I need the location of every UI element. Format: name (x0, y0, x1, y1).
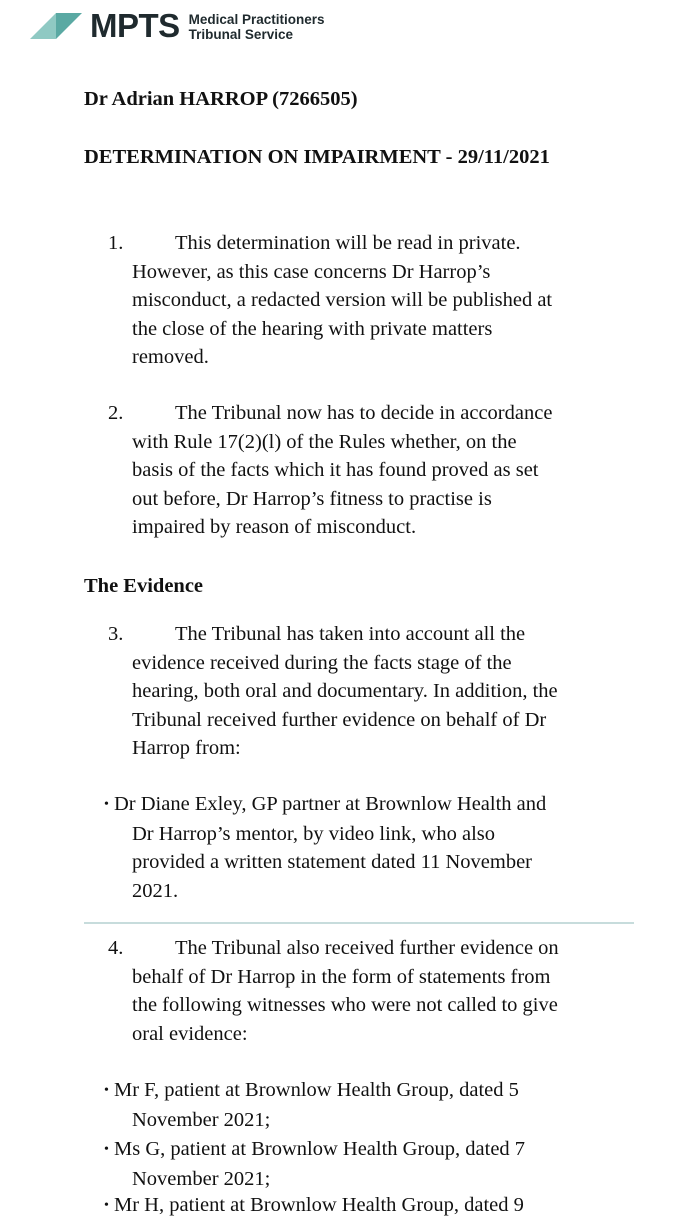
paragraph-4 (108, 934, 648, 1048)
paragraph-number: 4. (108, 937, 124, 959)
paragraph-text: removed. (132, 346, 209, 368)
paragraph-text: basis of the facts which it has found proved as set (132, 459, 539, 481)
mpts-logo-icon (30, 13, 82, 39)
paragraph-text: Harrop from: (132, 737, 241, 759)
paragraph-text: oral evidence: (132, 1022, 248, 1045)
paragraph-text: hearing, both oral and documentary. In addition, the (132, 680, 558, 702)
bullet-icon: • (104, 1083, 109, 1099)
bullet-text: November 2021; (132, 1167, 271, 1190)
paragraph-text: the following witnesses who were not called to give (132, 994, 558, 1016)
paragraph-text: the close of the hearing with private matters (132, 317, 493, 340)
paragraph-2 (108, 399, 648, 542)
paragraph-text: behalf of Dr Harrop in the form of statements from (132, 965, 551, 988)
paragraph-text: The Tribunal also received further evidence on (175, 937, 559, 959)
paragraph-number: 1. (108, 232, 124, 254)
bullet-icon: • (104, 797, 109, 813)
bullet-text: 2021. (132, 879, 179, 902)
section-heading-evidence: The Evidence (84, 575, 204, 597)
bullet-text: Mr F, patient at Brownlow Health Group, dated 5 (114, 1079, 519, 1101)
paragraph-text: However, as this case concerns Dr Harrop’s (132, 260, 491, 283)
divider (84, 922, 634, 924)
paragraph-text: evidence received during the facts stage of the (132, 651, 512, 674)
document-title: DETERMINATION ON IMPAIRMENT - 29/11/2021 (84, 146, 550, 168)
bullet-text: Mr H, patient at Brownlow Health Group, dated 9 (114, 1194, 524, 1216)
paragraph-text: The Tribunal now has to decide in accordance (175, 402, 553, 424)
paragraph-number: 3. (108, 623, 124, 645)
logo-line-2: Tribunal Service (188, 27, 293, 42)
paragraph-text: This determination will be read in private. (175, 232, 521, 254)
logo-abbreviation: MPTS (90, 7, 180, 44)
bullet-item (104, 1135, 644, 1193)
paragraph-text: Tribunal received further evidence on behalf of Dr (132, 708, 547, 731)
paragraph-text: misconduct, a redacted version will be published at (132, 289, 553, 311)
logo-full-name (189, 12, 325, 42)
doctor-name-heading: Dr Adrian HARROP (7266505) (84, 88, 358, 110)
paragraph-text: The Tribunal has taken into account all the (175, 623, 526, 645)
bullet-item (104, 1076, 644, 1134)
bullet-icon: • (104, 1198, 109, 1214)
bullet-text: Ms G, patient at Brownlow Health Group, dated 7 (114, 1138, 526, 1160)
paragraph-number: 2. (108, 402, 124, 424)
paragraph-1 (108, 229, 648, 372)
mpts-logo (30, 7, 325, 44)
paragraph-text: impaired by reason of misconduct. (132, 516, 417, 538)
bullet-text: November 2021; (132, 1108, 271, 1131)
paragraph-text: with Rule 17(2)(l) of the Rules whether, on the (132, 430, 517, 453)
logo-line-1: Medical Practitioners (188, 12, 325, 27)
paragraph-3 (108, 620, 648, 763)
paragraph-text: out before, Dr Harrop’s fitness to practise is (132, 487, 492, 510)
bullet-icon: • (104, 1142, 109, 1158)
bullet-item (104, 1191, 644, 1221)
bullet-text: Dr Diane Exley, GP partner at Brownlow Health and (114, 793, 547, 815)
bullet-text: Dr Harrop’s mentor, by video link, who also (132, 822, 495, 845)
bullet-text: provided a written statement dated 11 November (132, 851, 533, 874)
bullet-item (104, 790, 644, 905)
